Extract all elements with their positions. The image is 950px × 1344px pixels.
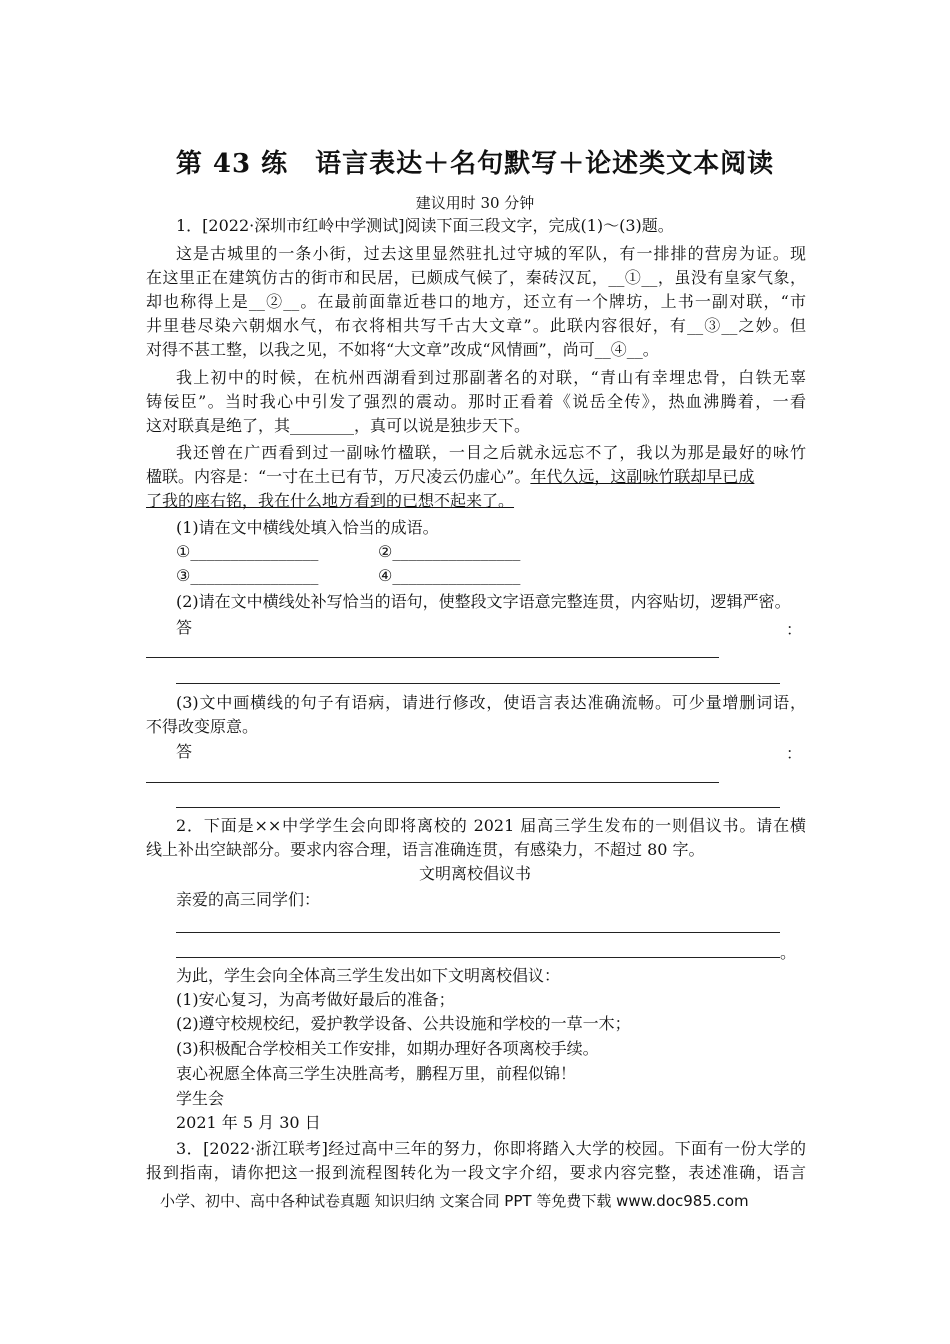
q2-prompt-line2: 线上补出空缺部分。要求内容合理，语言准确连贯，有感染力，不超过 80 字。 [146,840,705,859]
q1-para2-line2: 铸佞臣”。当时我心中引发了强烈的震动。那时正看着《说岳全传》，热血沸腾着，一看 [146,392,806,411]
q2-closing: 衷心祝愿全体高三学生决胜高考，鹏程万里，前程似锦！ [176,1064,577,1083]
q1-sub3-answer-colon: ： [786,744,803,763]
q1-para1-line1: 这是古城里的一条小街，过去这里显然驻扎过守城的军队，有一排排的营房为证。现 [176,244,806,263]
q1-faulty-sentence-part1: 年代久远，这副咏竹联却早已成 [530,467,755,486]
q2-prompt-line1: 2．下面是××中学学生会向即将离校的 2021 届高三学生发布的一则倡议书。请在横 [176,816,806,835]
q1-sub3-answer-line-2[interactable] [176,807,780,808]
q2-signature: 学生会 [176,1089,225,1108]
q2-fill-end-mark: 。 [780,943,797,962]
q3-prompt-line1: 3．[2022·浙江联考]经过高中三年的努力，你即将踏入大学的校园。下面有一份大学的 [176,1139,806,1158]
q2-item-2: (2)遵守校规校纪，爱护教学设备、公共设施和学校的一草一木； [176,1014,631,1033]
q1-para2-line3: 这对联真是绝了，其________，真可以说是独步天下。 [146,416,531,435]
q2-date: 2021 年 5 月 30 日 [176,1113,321,1132]
q1-sub3-answer-label: 答 [176,742,193,761]
q2-fill-line-2[interactable] [176,957,780,958]
q2-item-3: (3)积极配合学校相关工作安排，如期办理好各项离校手续。 [176,1039,599,1058]
q1-blank-4[interactable]: ④________________ [378,566,521,585]
q1-para3-line2 [146,465,754,489]
q1-blank-3[interactable]: ③________________ [176,566,319,585]
q1-sub2-answer-line-2[interactable] [176,683,780,684]
q1-sub2-answer-label: 答 [176,618,193,637]
q1-sub3-prompt-line1: (3)文中画横线的句子有语病，请进行修改，使语言表达准确流畅。可少量增删词语， [176,693,806,712]
q3-prompt-line2: 报到指南，请你把这一报到流程图转化为一段文字介绍，要求内容完整，表述准确，语言 [146,1163,806,1182]
q1-sub1-prompt: (1)请在文中横线处填入恰当的成语。 [176,518,439,537]
page-title: 第 43 练 语言表达＋名句默写＋论述类文本阅读 [175,149,775,179]
q1-blank-2[interactable]: ②________________ [378,542,521,561]
q1-sub2-answer-line-1[interactable] [146,657,719,658]
q2-fill-line-1[interactable] [176,932,780,933]
q1-sub3-answer-line-1[interactable] [146,782,719,783]
footer-ad: 小学、初中、高中各种试卷真题 知识归纳 文案合同 PPT 等免费下载 www.doc985.com [160,1192,749,1210]
q1-para1-line3: 却也称得上是__②__。在最前面靠近巷口的地方，还立有一个牌坊，上书一副对联，“市 [146,292,806,311]
q2-greeting: 亲爱的高三同学们： [176,890,321,909]
q1-para3-line2-plain: 楹联。内容是：“一寸在土已有节，万尺凌云仍虚心”。 [146,467,531,486]
q1-heading: 1．[2022·深圳市红岭中学测试]阅读下面三段文字，完成(1)～(3)题。 [176,216,674,235]
q1-para1-line5: 对得不甚工整，以我之见，不如将“大文章”改成“风情画”，尚可__④__。 [146,340,659,359]
q2-letter-title: 文明离校倡议书 [418,864,531,883]
q2-item-1: (1)安心复习，为高考做好最后的准备； [176,990,455,1009]
time-hint: 建议用时 30 分钟 [415,194,535,212]
q1-sub3-prompt-line2: 不得改变原意。 [146,717,259,736]
q1-blank-1[interactable]: ①________________ [176,542,319,561]
q1-para3-line1: 我还曾在广西看到过一副咏竹楹联，一目之后就永远忘不了，我以为那是最好的咏竹 [176,443,806,462]
q1-sub2-prompt: (2)请在文中横线处补写恰当的语句，使整段文字语意完整连贯，内容贴切，逻辑严密。 [176,592,791,611]
q1-sub2-answer-colon: ： [786,620,803,639]
q1-faulty-sentence-part2: 了我的座右铭，我在什么地方看到的已想不起来了。 [146,491,515,510]
q1-para1-line4: 井里巷尽染六朝烟水气，布衣将相共写千古大文章”。此联内容很好，有__③__之妙。但 [146,316,806,335]
q1-para2-line1: 我上初中的时候，在杭州西湖看到过那副著名的对联，“青山有幸埋忠骨，白铁无辜 [176,368,806,387]
q1-para1-line2: 在这里正在建筑仿古的街市和民居，已颇成气候了，秦砖汉瓦，__①__，虽没有皇家气象， [146,268,806,287]
q2-intro: 为此，学生会向全体高三学生发出如下文明离校倡议： [176,966,561,985]
